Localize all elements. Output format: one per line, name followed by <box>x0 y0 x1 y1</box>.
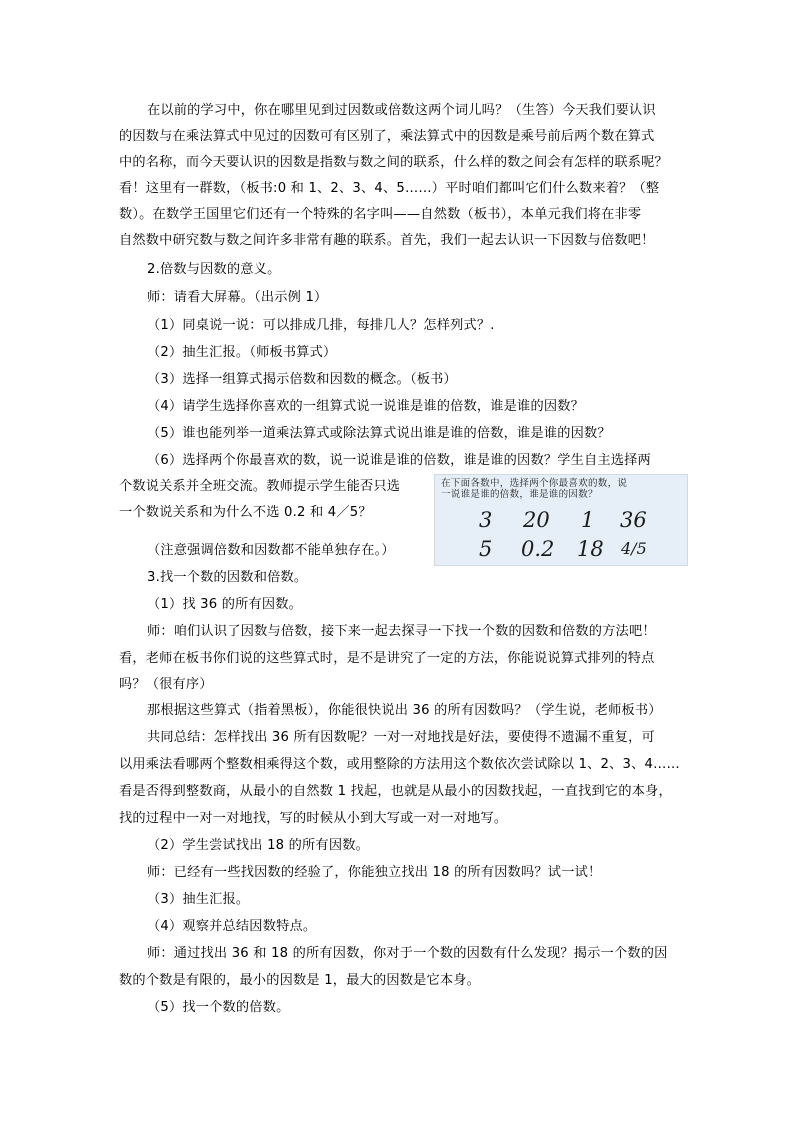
paragraph-line: 自然数中研究数与数之间许多非常有趣的联系。首先，我们一起去认识一下因数与倍数吧！ <box>119 233 655 248</box>
number-18: 18 <box>577 537 604 561</box>
paragraph-line: 以用乘法看哪两个整数相乘得这个数，或用整除的方法用这个数依次尝试除以 1、2、3、4…… <box>119 757 680 772</box>
number-0-2: 0.2 <box>521 537 555 561</box>
list-item: （1）找 36 的所有因数。 <box>147 597 303 612</box>
paragraph-line: 吗？（很有序） <box>119 677 213 692</box>
number-36: 36 <box>620 508 647 532</box>
list-item: （4）请学生选择你喜欢的一组算式说一说谁是谁的倍数，谁是谁的因数？ <box>147 399 584 414</box>
paragraph-line: 一个数说关系和为什么不选 0.2 和 4／5？ <box>119 505 372 520</box>
paragraph-line: 看！这里有一群数，（板书:0 和 1、2、3、4、5……）平时咱们都叫它们什么数来着？（整 <box>119 181 660 196</box>
list-item: （2）学生尝试找出 18 的所有因数。 <box>147 838 369 853</box>
paragraph-line: 个数说关系并全班交流。教师提示学生能否只选 <box>119 479 401 494</box>
list-item: （4）观察并总结因数特点。 <box>147 919 317 934</box>
paragraph-line: 那根据这些算式（指着黑板），你能很快说出 36 的所有因数吗？（学生说，老师板书） <box>147 703 662 718</box>
paragraph-line: 数）。在数学王国里它们还有一个特殊的名字叫——自然数（板书），本单元我们将在非零 <box>119 207 642 222</box>
number-3: 3 <box>479 508 493 532</box>
list-item: （5）谁也能列举一道乘法算式或除法算式说出谁是谁的倍数，谁是谁的因数？ <box>147 426 611 441</box>
paragraph-line: （注意强调倍数和因数都不能单独存在。） <box>147 543 395 558</box>
paragraph-line: 师：咱们认识了因数与倍数，接下来一起去探寻一下找一个数的因数和倍数的方法吧！ <box>147 624 656 639</box>
paragraph-line: 共同总结：怎样找出 36 所有因数呢？一对一对地找是好法，要使得不遗漏不重复，可 <box>147 730 655 745</box>
paragraph-line: 师：通过找出 36 和 18 的所有因数，你对于一个数的因数有什么发现？揭示一个数的因 <box>147 946 668 961</box>
list-item: （5）找一个数的倍数。 <box>147 1000 290 1015</box>
paragraph-line: 的因数与在乘法算式中见过的因数可有区别了，乘法算式中的因数是乘号前后两个数在算式 <box>119 129 655 144</box>
example-heading: 在下面各数中，选择两个你最喜欢的数，说 一说谁是谁的倍数，谁是谁的因数？ <box>441 478 628 500</box>
number-20: 20 <box>523 508 550 532</box>
paragraph-line: 师：已经有一些找因数的经验了，你能独立找出 18 的所有因数吗？试一试！ <box>147 865 602 880</box>
paragraph-line: 找的过程中一对一对地找，写的时候从小到大写或一对一对地写。 <box>119 811 508 826</box>
paragraph-line: 看，老师在板书你们说的这些算式时，是不是讲究了一定的方法，你能说说算式排列的特点 <box>119 651 655 666</box>
paragraph-line: 师：请看大屏幕。（出示例 1） <box>147 290 328 305</box>
paragraph-line: 数的个数是有限的，最小的因数是 1，最大的因数是它本身。 <box>119 973 481 988</box>
list-item: （3）选择一组算式揭示倍数和因数的概念。（板书） <box>147 372 457 387</box>
number-5: 5 <box>479 537 493 561</box>
paragraph-line: 看是否得到整数商，从最小的自然数 1 找起，也就是从最小的因数找起，一直找到它的本身， <box>119 784 672 799</box>
paragraph-line: 在以前的学习中，你在哪里见到过因数或倍数这两个词儿吗？（生答）今天我们要认识 <box>147 103 656 118</box>
paragraph-line: 中的名称，而今天要认识的因数是指数与数之间的联系，什么样的数之间会有怎样的联系呢？ <box>119 155 668 170</box>
section-heading: 2.倍数与因数的意义。 <box>147 262 281 277</box>
number-4-5: 4/5 <box>621 539 647 558</box>
section-heading: 3.找一个数的因数和倍数。 <box>147 570 308 585</box>
number-1: 1 <box>581 508 595 532</box>
list-item: （3）抽生汇报。 <box>147 892 250 907</box>
list-item: （1）同桌说一说：可以排成几排，每排几人？怎样列式？. <box>147 318 495 333</box>
list-item: （2）抽生汇报。（师板书算式） <box>147 345 337 360</box>
list-item: （6）选择两个你最喜欢的数，说一说谁是谁的倍数，谁是谁的因数？学生自主选择两 <box>147 453 651 468</box>
